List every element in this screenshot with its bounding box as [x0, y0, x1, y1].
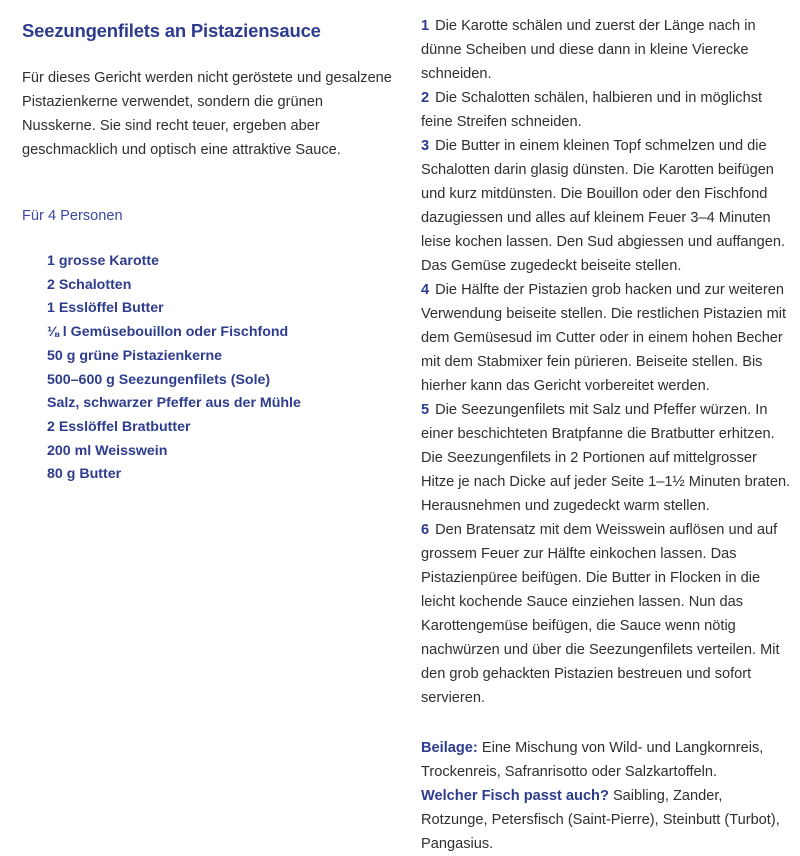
servings-label: Für 4 Personen [22, 208, 123, 224]
ingredient-item: 200 ml Weisswein [47, 442, 168, 459]
other-fish-note [421, 784, 793, 856]
step-text: Die Hälfte der Pistazien grob hacken und zur weiteren Verwendung beiseite stellen. Die restlichen Pistazien mit dem Gemüsesud im Cutter oder in einem hohen Becher mit dem Stabmixer fein pürieren. Beiseite stellen. Bis hierher kann das Gericht vorbereitet werden. [421, 282, 787, 394]
instruction-step [421, 134, 793, 278]
instruction-step [421, 278, 793, 398]
step-text: Die Karotte schälen und zuerst der Länge nach in dünne Scheiben und diese dann in kleine Vierecke schneiden. [421, 18, 756, 82]
step-number: 3 [421, 138, 430, 154]
ingredient-item: 1 Esslöffel Butter [47, 300, 164, 317]
side-dish-text: Eine Mischung von Wild- und Langkornreis, Trockenreis, Safranrisotto oder Salzkartoffeln. [421, 740, 764, 780]
step-number: 4 [421, 282, 430, 298]
ingredient-item: Salz, schwarzer Pfeffer aus der Mühle [47, 395, 301, 412]
recipe-title: Seezungenfilets an Pistaziensauce [22, 20, 321, 41]
step-number: 6 [421, 522, 430, 538]
step-number: 1 [421, 18, 430, 34]
ingredient-item: 500–600 g Seezungenfilets (Sole) [47, 371, 271, 388]
ingredient-item: 2 Schalotten [47, 276, 132, 293]
other-fish-label: Welcher Fisch passt auch? [421, 788, 609, 804]
step-number: 2 [421, 90, 430, 106]
left-column [22, 16, 392, 487]
side-dish-note [421, 736, 793, 784]
step-text: Den Bratensatz mit dem Weisswein auflösen und auf grossem Feuer zur Hälfte einkochen lassen. Das Pistazienpüree beifügen. Die Butter in Flocken in die leicht kochende Sauce einziehen lassen. Nun das Karottengemüse beifügen, die Sauce wenn nötig nachwürzen und über die Seezungenfilets verteilen. Mit den grob gehackten Pistazien bestreuen und sofort servieren. [421, 522, 780, 706]
right-column [421, 14, 793, 856]
recipe-intro: Für dieses Gericht werden nicht geröstete und gesalzene Pistazienkerne verwendet, sondern die grünen Nusskerne. Sie sind recht teuer, ergeben aber geschmacklich und optisch eine attraktive Sauce. [22, 70, 392, 158]
side-dish-label: Beilage: [421, 740, 478, 756]
step-text: Die Butter in einem kleinen Topf schmelzen und die Schalotten darin glasig dünsten. Die Karotten beifügen und kurz mitdünsten. Die Bouillon oder den Fischfond dazugiessen und alles auf kleinem Feuer 3–4 Minuten leise kochen lassen. Den Sud abgiessen und auffangen. Das Gemüse zugedeckt beiseite stellen. [421, 138, 786, 274]
instruction-step [421, 398, 793, 518]
recipe-notes [421, 736, 793, 856]
ingredient-item: 2 Esslöffel Bratbutter [47, 418, 191, 435]
ingredient-item: ⅛ l Gemüsebouillon oder Fischfond [47, 324, 289, 341]
step-text: Die Seezungenfilets mit Salz und Pfeffer würzen. In einer beschichteten Bratpfanne die Bratbutter erhitzen. Die Seezungenfilets in 2 Portionen auf mittelgrosser Hitze je nach Dicke auf jeder Seite 1–1½ Minuten braten. Herausnehmen und zugedeckt warm stellen. [421, 402, 791, 514]
ingredient-item: 50 g grüne Pistazienkerne [47, 347, 223, 364]
step-number: 5 [421, 402, 430, 418]
instruction-step [421, 86, 793, 134]
instruction-step [421, 518, 793, 710]
instruction-step [421, 14, 793, 86]
step-text: Die Schalotten schälen, halbieren und in möglichst feine Streifen schneiden. [421, 90, 763, 130]
ingredient-item: 80 g Butter [47, 466, 122, 483]
ingredient-list [47, 250, 392, 487]
other-fish-text: Saibling, Zander, Rotzunge, Petersfisch (Saint-Pierre), Steinbutt (Turbot), Pangasius. [421, 788, 780, 852]
ingredient-item: 1 grosse Karotte [47, 253, 159, 269]
